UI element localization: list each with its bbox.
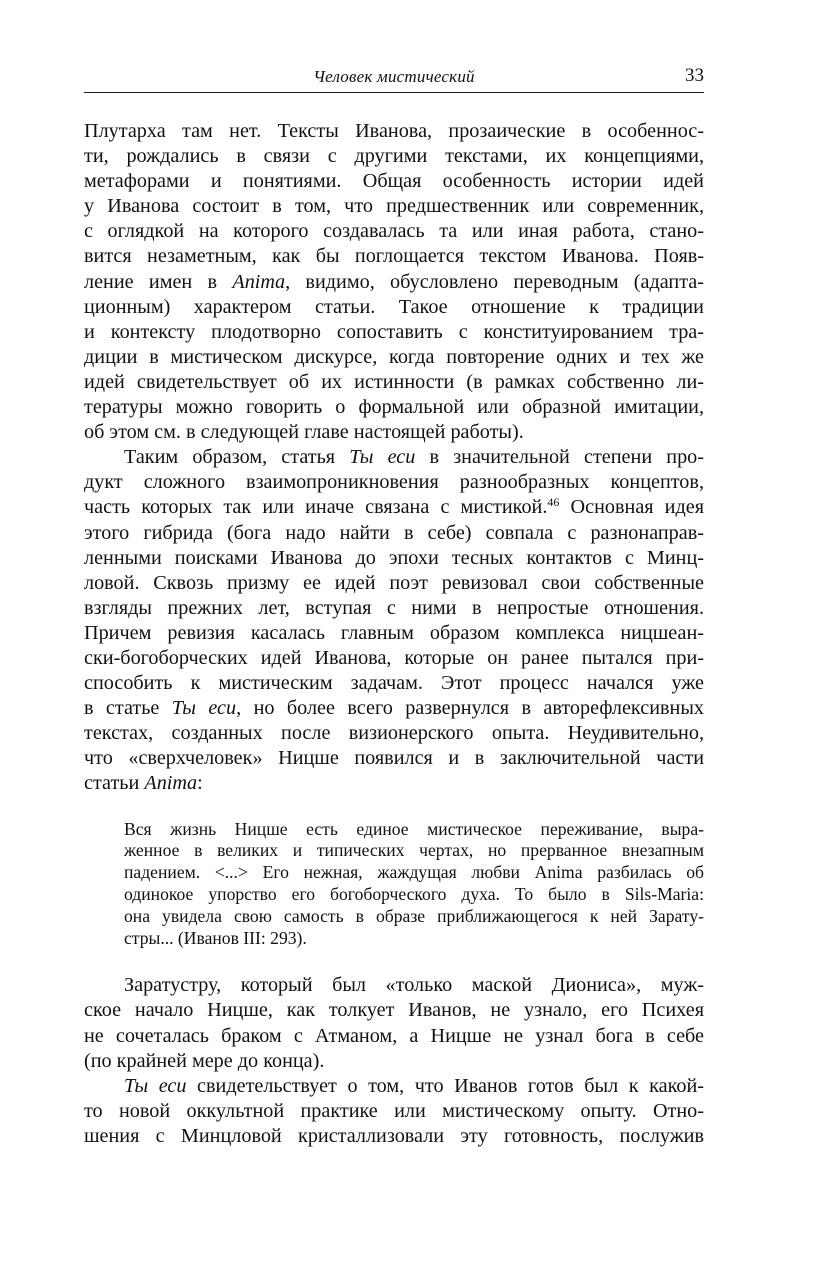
text-line: диции в мистическом дискурсе, когда повторение одних и тех же <box>84 345 704 368</box>
text-line: ти, рождались в связи с другими текстами, их концепциями, <box>84 145 704 168</box>
text-run: , видимо, обусловлено переводным (адапта- <box>285 270 704 293</box>
italic-title-ty-esi: Ты еси <box>349 446 416 469</box>
block-quote <box>124 819 704 950</box>
text-line: что «сверхчеловек» Ницше появился и в заключительной части <box>84 747 704 770</box>
text-line: ски-богоборческих идей Иванова, которые он ранее пытался при- <box>84 646 704 669</box>
text-run: в значительной степени про- <box>415 446 705 469</box>
text-line: взгляды прежних лет, вступая с ними в непростые отношения. <box>84 596 704 619</box>
quote-line: Вся жизнь Ницше есть единое мистическое переживание, выра- <box>124 818 704 839</box>
paragraph-4 <box>84 1074 704 1149</box>
text-run: в статье <box>84 697 172 720</box>
text-run: Основная идея <box>559 496 705 519</box>
text-line <box>84 445 704 470</box>
text-line: метафорами и понятиями. Общая особенность истории идей <box>84 170 704 193</box>
text-run: часть которых так или иначе связана с мистикой. <box>84 496 548 519</box>
text-line <box>84 270 704 295</box>
paragraph-1 <box>84 119 704 445</box>
text-line: у Иванова состоит в том, что предшественник или современник, <box>84 195 704 218</box>
text-line: Причем ревизия касалась главным образом комплекса ницшеан- <box>84 621 704 644</box>
text-line: идей свидетельствует об их истинности (в рамках собственно ли- <box>84 370 704 393</box>
text-line: ловой. Сквозь призму ее идей поэт ревизовал свои собственные <box>84 571 704 594</box>
italic-title-ty-esi: Ты еси <box>124 1074 187 1097</box>
text-line: то новой оккультной практике или мистическому опыту. Отно- <box>84 1099 704 1122</box>
text-line: ское начало Ницше, как толкует Иванов, не узнало, его Психея <box>84 999 704 1022</box>
text-line: Плутарха там нет. Тексты Иванова, прозаические в особеннос- <box>84 120 704 142</box>
text-line: способить к мистическим задачам. Этот процесс начался уже <box>84 672 704 695</box>
text-line <box>84 1074 704 1099</box>
book-page <box>84 64 704 1149</box>
quote-line: одинокое упорство его богоборческого духа. То было в Sils-Maria: <box>124 883 704 904</box>
paragraph-2 <box>84 445 704 796</box>
italic-title-ty-esi: Ты еси, <box>171 697 242 720</box>
text-run: но более всего развернулся в авторефлексивных <box>241 697 704 720</box>
text-line: дукт сложного взаимопроникновения разнообразных концептов, <box>84 471 704 494</box>
text-run: Таким образом, статья <box>124 446 350 469</box>
text-line <box>84 771 704 796</box>
text-line: ленными поисками Иванова до эпохи тесных контактов с Минц- <box>84 546 704 569</box>
text-line: и контексту плодотворно сопоставить с конституированием тра- <box>84 320 704 343</box>
footnote-reference[interactable]: 46 <box>547 495 560 510</box>
text-line: об этом см. в следующей главе настоящей работы). <box>84 421 524 444</box>
italic-title-anima: Anima <box>232 270 286 293</box>
running-header <box>84 64 704 93</box>
text-line: вится незаметным, как бы поглощается текстом Иванова. Появ- <box>84 245 704 268</box>
running-title: Человек мистический <box>313 67 475 86</box>
text-line: Заратустру, который был «только маской Диониса», муж- <box>124 974 704 997</box>
text-line: этого гибрида (бога надо найти в себе) совпала с разнонаправ- <box>84 521 704 544</box>
quote-line: она увидела свою самость в образе приближающегося к ней Зарату- <box>124 905 704 926</box>
quote-line: стры... (Иванов III: 293). <box>124 927 307 948</box>
text-run: ление имен в <box>84 270 233 293</box>
text-line: (по крайней мере до конца). <box>84 1049 325 1072</box>
text-line: не сочеталась браком с Атманом, а Ницше не узнал бога в себе <box>84 1024 704 1047</box>
quote-line: женное в великих и типических чертах, но прерванное внезапным <box>124 840 704 861</box>
text-run: статьи <box>84 772 145 795</box>
text-line: шения с Минцловой кристаллизовали эту готовность, послужив <box>84 1124 704 1147</box>
text-line: ционным) характером статьи. Такое отношение к традиции <box>84 295 704 318</box>
text-line: текстах, созданных после визионерского опыта. Неудивительно, <box>84 722 704 745</box>
text-line <box>84 495 704 520</box>
quote-line: падением. <...> Его нежная, жаждущая любви Anima разбилась об <box>124 862 704 883</box>
text-line <box>84 696 704 721</box>
text-line: с оглядкой на которого создавалась та или иная работа, стано- <box>84 220 704 243</box>
paragraph-3 <box>84 973 704 1073</box>
text-run: : <box>197 772 203 795</box>
text-line: тературы можно говорить о формальной или образной имитации, <box>84 396 704 419</box>
text-run: свидетельствует о том, что Иванов готов был к какой- <box>186 1074 704 1097</box>
page-number: 33 <box>685 65 704 86</box>
italic-title-anima: Anima <box>144 772 198 795</box>
body-text <box>84 119 704 1149</box>
